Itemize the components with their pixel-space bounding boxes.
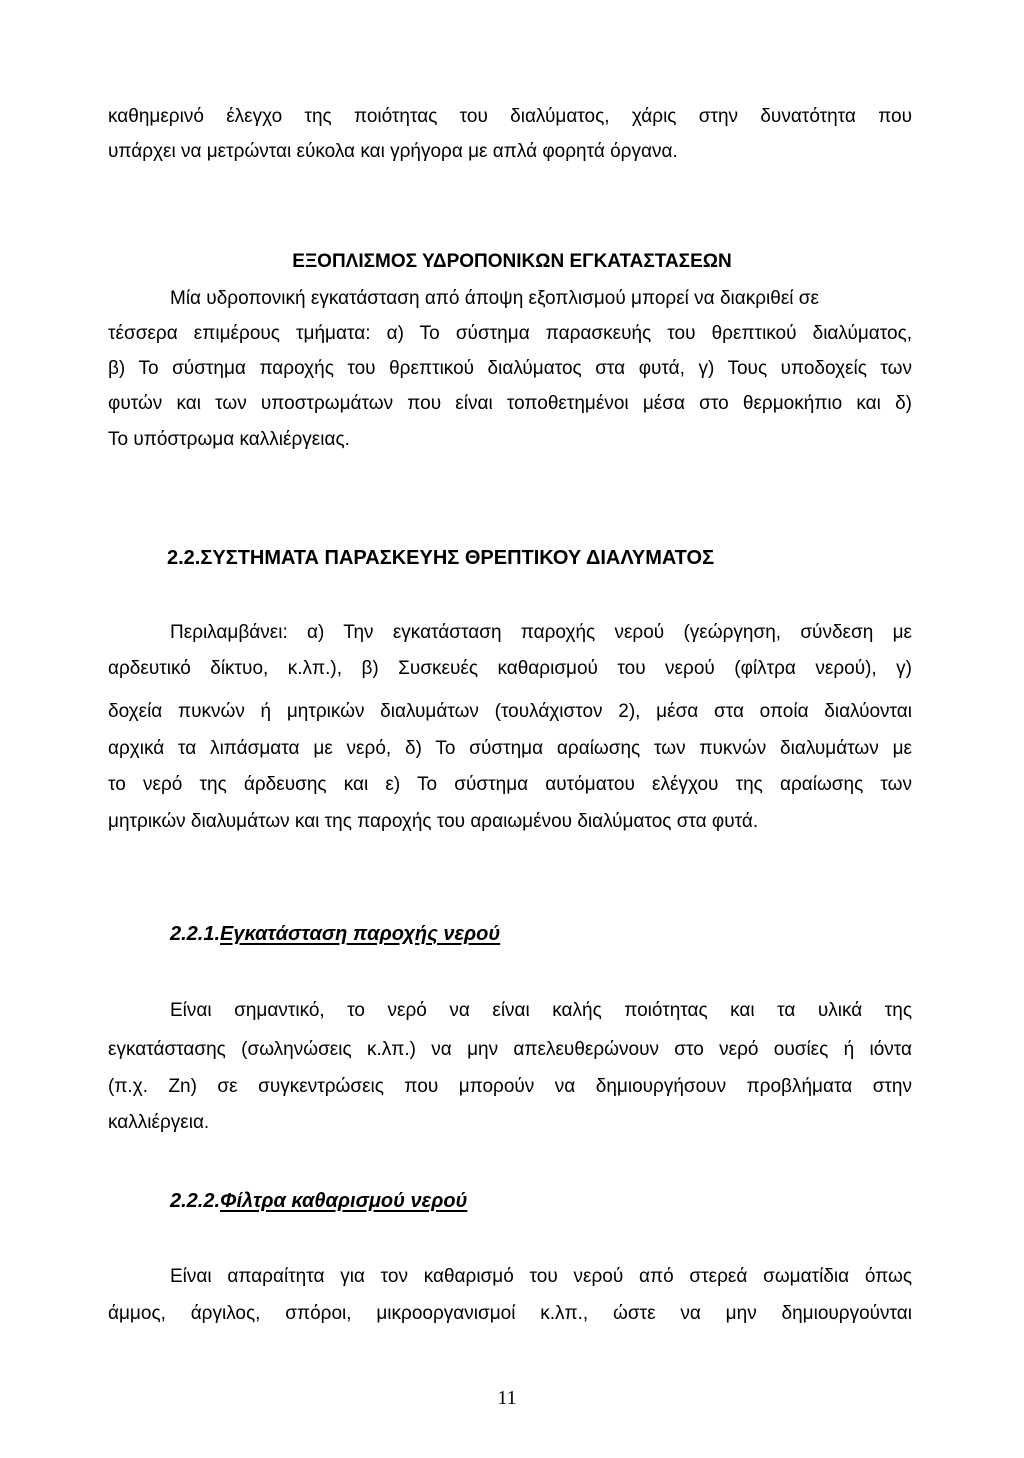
page-number: 11	[497, 1387, 517, 1409]
section-2-2-1-title: Εγκατάσταση παροχής νερού	[220, 923, 501, 945]
section-2-2-1-line-2: εγκατάστασης (σωληνώσεις κ.λπ.) να μην απελευθερώνουν στο νερό ουσίες ή ιόντα	[108, 1039, 912, 1060]
section-2-2-2-heading	[170, 1189, 467, 1213]
section-2-2-1-line-4: καλλιέργεια.	[108, 1112, 210, 1133]
section-2-2-line-6: μητρικών διαλυμάτων και της παροχής του αραιωμένου διαλύματος στα φυτά.	[108, 811, 759, 832]
equipment-line-5: Το υπόστρωμα καλλιέργειας.	[108, 429, 350, 450]
section-2-2-1-number: 2.2.1.	[170, 923, 221, 945]
intro-line-1: καθημερινό έλεγχο της ποιότητας του διαλύματος, χάρις στην δυνατότητα που	[108, 106, 912, 127]
section-2-2-2-line-2: άμμος, άργιλος, σπόροι, μικροοργανισμοί κ.λπ., ώστε να μην δημιουργούνται	[108, 1303, 912, 1324]
equipment-line-1: Μία υδροπονική εγκατάσταση από άποψη εξοπλισμού μπορεί να διακριθεί σε	[170, 288, 819, 309]
intro-line-2: υπάρχει να μετρώνται εύκολα και γρήγορα με απλά φορητά όργανα.	[108, 141, 678, 162]
equipment-line-3: β) Το σύστημα παροχής του θρεπτικού διαλύματος στα φυτά, γ) Τους υποδοχείς των	[108, 358, 912, 379]
section-2-2-2-line-1: Είναι απαραίτητα για τον καθαρισμό του νερού από στερεά σωματίδια όπως	[170, 1266, 912, 1287]
equipment-line-4: φυτών και των υποστρωμάτων που είναι τοποθετημένοι μέσα στο θερμοκήπιο και δ)	[108, 393, 912, 414]
section-2-2-1-line-1: Είναι σημαντικό, το νερό να είναι καλής ποιότητας και τα υλικά της	[170, 1000, 912, 1021]
section-2-2-1-line-3: (π.χ. Zn) σε συγκεντρώσεις που μπορούν να δημιουργήσουν προβλήματα στην	[108, 1076, 912, 1097]
section-2-2-line-1: Περιλαμβάνει: α) Την εγκατάσταση παροχής νερού (γεώργηση, σύνδεση με	[170, 622, 912, 643]
equipment-line-2: τέσσερα επιμέρους τμήματα: α) Το σύστημα παρασκευής του θρεπτικού διαλύματος,	[108, 323, 912, 344]
section-2-2-line-3: δοχεία πυκνών ή μητρικών διαλυμάτων (τουλάχιστον 2), μέσα στα οποία διαλύονται	[108, 701, 912, 722]
section-2-2-line-2: αρδευτικό δίκτυο, κ.λπ.), β) Συσκευές καθαρισμού του νερού (φίλτρα νερού), γ)	[108, 658, 912, 679]
section-2-2-2-title: Φίλτρα καθαρισμού νερού	[220, 1190, 468, 1212]
section-2-2-line-4: αρχικά τα λιπάσματα με νερό, δ) Το σύστημα αραίωσης των πυκνών διαλυμάτων με	[108, 738, 912, 759]
section-2-2-2-number: 2.2.2.	[170, 1190, 221, 1212]
section-2-2-line-5: το νερό της άρδευσης και ε) Το σύστημα αυτόματου ελέγχου της αραίωσης των	[108, 774, 912, 795]
section-2-2-1-heading	[170, 922, 500, 946]
equipment-heading: ΕΞΟΠΛΙΣΜΟΣ ΥΔΡΟΠΟΝΙΚΩΝ ΕΓΚΑΤΑΣΤΑΣΕΩΝ	[292, 251, 732, 272]
section-2-2-heading: 2.2.ΣΥΣΤΗΜΑΤΑ ΠΑΡΑΣΚΕΥΗΣ ΘΡΕΠΤΙΚΟΥ ΔΙΑΛΥΜΑΤΟΣ	[167, 547, 715, 569]
